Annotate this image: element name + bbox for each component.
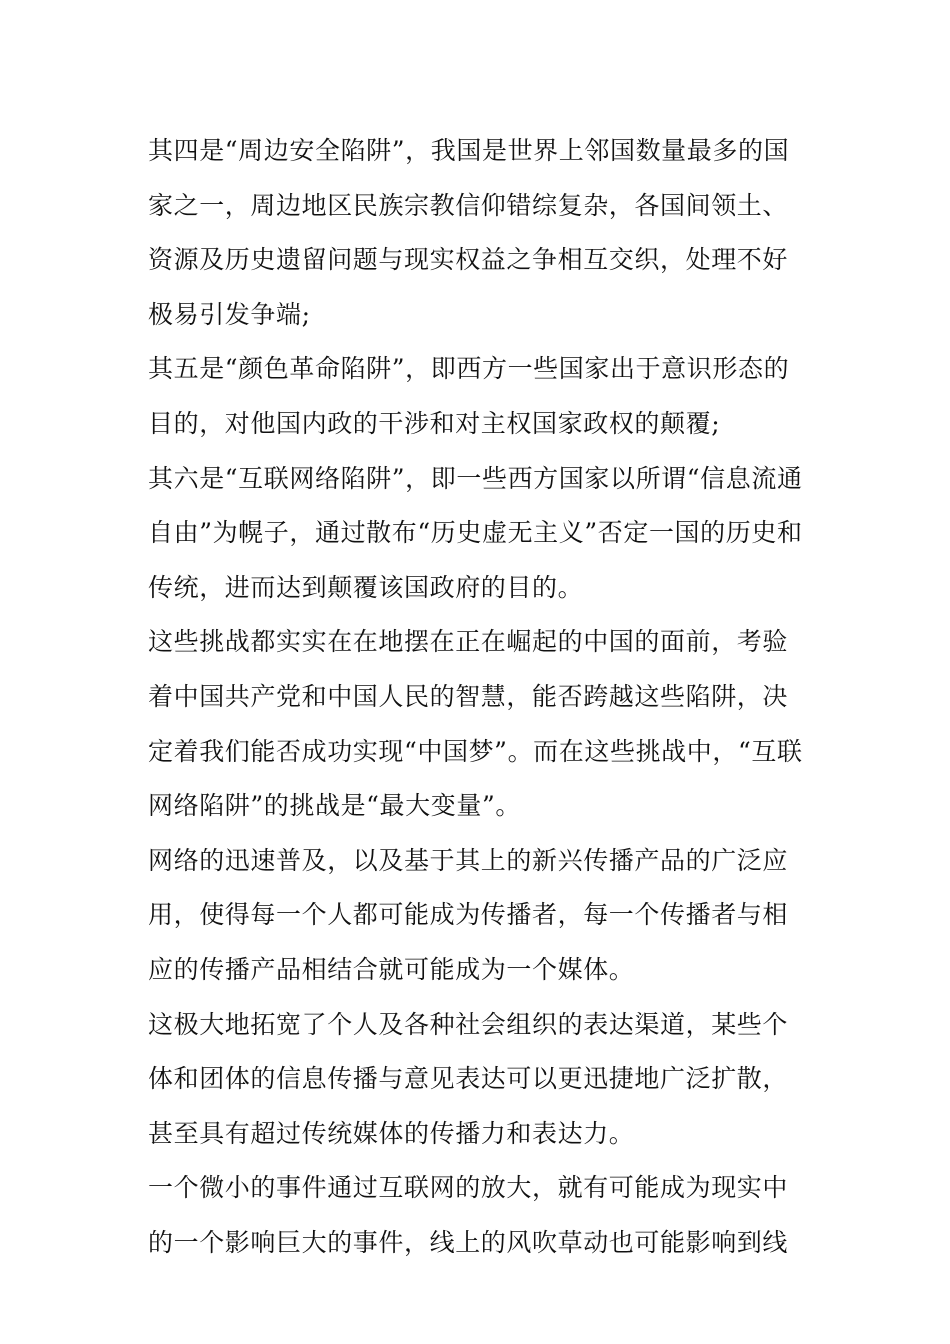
document-body xyxy=(148,124,808,1270)
paragraph-4-surrounding-security: 其四是“周边安全陷阱”，我国是世界上邻国数量最多的国家之一，周边地区民族宗教信仰错综复杂，各国间领土、资源及历史遗留问题与现实权益之争相互交织，处理不好极易引发争端; xyxy=(148,136,790,329)
paragraph-challenges: 这些挑战都实实在在地摆在正在崛起的中国的面前，考验着中国共产党和中国人民的智慧，能否跨越这些陷阱，决定着我们能否成功实现“中国梦”。而在这些挑战中，“互联网络陷阱”的挑战是“最大变量”。 xyxy=(148,627,803,821)
paragraph-5-color-revolution: 其五是“颜色革命陷阱”，即西方一些国家出于意识形态的目的，对他国内政的干涉和对主权国家政权的颠覆; xyxy=(148,354,790,438)
paragraph-6-internet-trap: 其六是“互联网络陷阱”，即一些西方国家以所谓“信息流通自由”为幌子，通过散布“历史虚无主义”否定一国的历史和传统，进而达到颠覆该国政府的目的。 xyxy=(148,463,803,602)
paragraph-expression-channels: 这极大地拓宽了个人及各种社会组织的表达渠道，某些个体和团体的信息传播与意见表达可以更迅捷地广泛扩散，甚至具有超过传统媒体的传播力和表达力。 xyxy=(148,1009,789,1148)
paragraph-network-spread: 网络的迅速普及，以及基于其上的新兴传播产品的广泛应用，使得每一个人都可能成为传播者，每一个传播者与相应的传播产品相结合就可能成为一个媒体。 xyxy=(148,845,789,984)
paragraph-small-event: 一个微小的事件通过互联网的放大，就有可能成为现实中的一个影响巨大的事件，线上的风吹草动也可能影响到线 xyxy=(148,1173,789,1257)
